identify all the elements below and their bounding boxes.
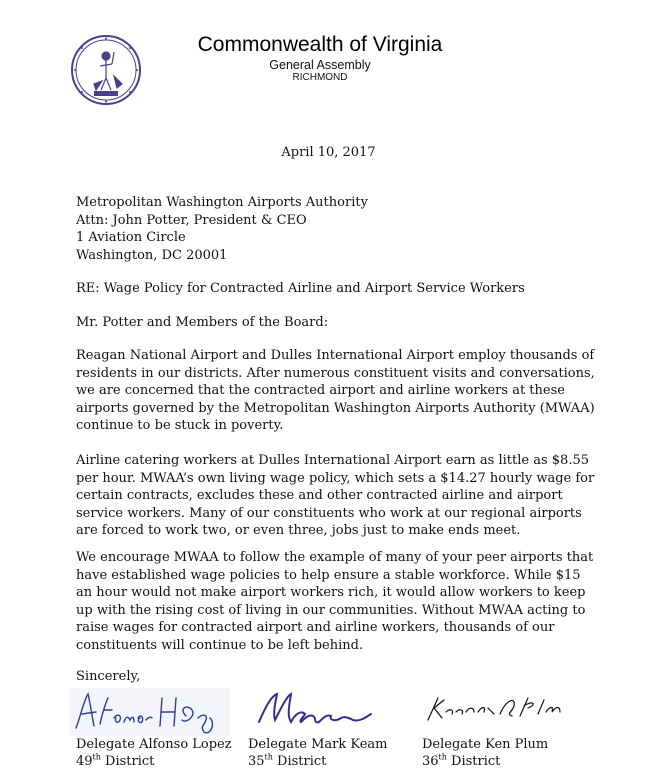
signatory-block bbox=[422, 736, 548, 770]
signatory-block bbox=[248, 736, 388, 770]
letterhead bbox=[150, 33, 490, 84]
subject-line: RE: Wage Policy for Contracted Airline and Airport Service Workers bbox=[76, 281, 525, 296]
signatory-district: 35th District bbox=[248, 752, 327, 769]
recipient-line: Attn: John Potter, President & CEO bbox=[76, 212, 307, 228]
salutation: Mr. Potter and Members of the Board: bbox=[76, 315, 329, 330]
recipient-address bbox=[76, 194, 596, 264]
signatory-district: 36th District bbox=[422, 752, 501, 769]
signature-alfonso-lopez bbox=[70, 688, 230, 736]
recipient-line: Washington, DC 20001 bbox=[76, 247, 228, 263]
closing: Sincerely, bbox=[76, 669, 141, 684]
signatory-block bbox=[76, 736, 232, 770]
signature-mark-keam bbox=[255, 688, 375, 736]
body-paragraph: We encourage MWAA to follow the example of many of your peer airports that have established wage policies to help ensure a stable workforce. While $15 an hour would not make airport workers rich, it would allow workers to keep up with the rising cost of living in our communities. Without MWAA acting to raise wages for contracted airport and airline workers, thousands of our constituents will continue to be left behind. bbox=[76, 550, 594, 653]
body-paragraph: Reagan National Airport and Dulles International Airport employ thousands of residents in our districts. After numerous constituent visits and conversations, we are concerned that the contracted airport and airline workers at these airports governed by the Metropolitan Washington Airports Authority (MWAA) continue to be stuck in poverty. bbox=[76, 348, 595, 433]
letterhead-city: RICHMOND bbox=[292, 72, 348, 83]
signature-ken-plum bbox=[420, 688, 570, 728]
virginia-state-seal-icon bbox=[70, 34, 142, 106]
signatory-name: Delegate Ken Plum bbox=[422, 737, 549, 752]
letterhead-title: Commonwealth of Virginia bbox=[197, 33, 443, 56]
signatory-name: Delegate Alfonso Lopez bbox=[76, 737, 232, 752]
letterhead-subtitle: General Assembly bbox=[269, 58, 371, 72]
signatory-district: 49th District bbox=[76, 752, 155, 769]
letter-date: April 10, 2017 bbox=[281, 145, 376, 160]
body-paragraph: Airline catering workers at Dulles International Airport earn as little as $8.55 per hour. MWAA’s own living wage policy, which sets a $14.27 hourly wage for certain contracts, excludes these and other contracted airline and airport service workers. Many of our constituents who work at our regional airports are forced to work two, or even three, jobs just to make ends meet. bbox=[76, 453, 595, 538]
recipient-line: Metropolitan Washington Airports Authority bbox=[76, 195, 368, 210]
signatory-name: Delegate Mark Keam bbox=[248, 737, 388, 752]
recipient-line: 1 Aviation Circle bbox=[76, 230, 186, 245]
